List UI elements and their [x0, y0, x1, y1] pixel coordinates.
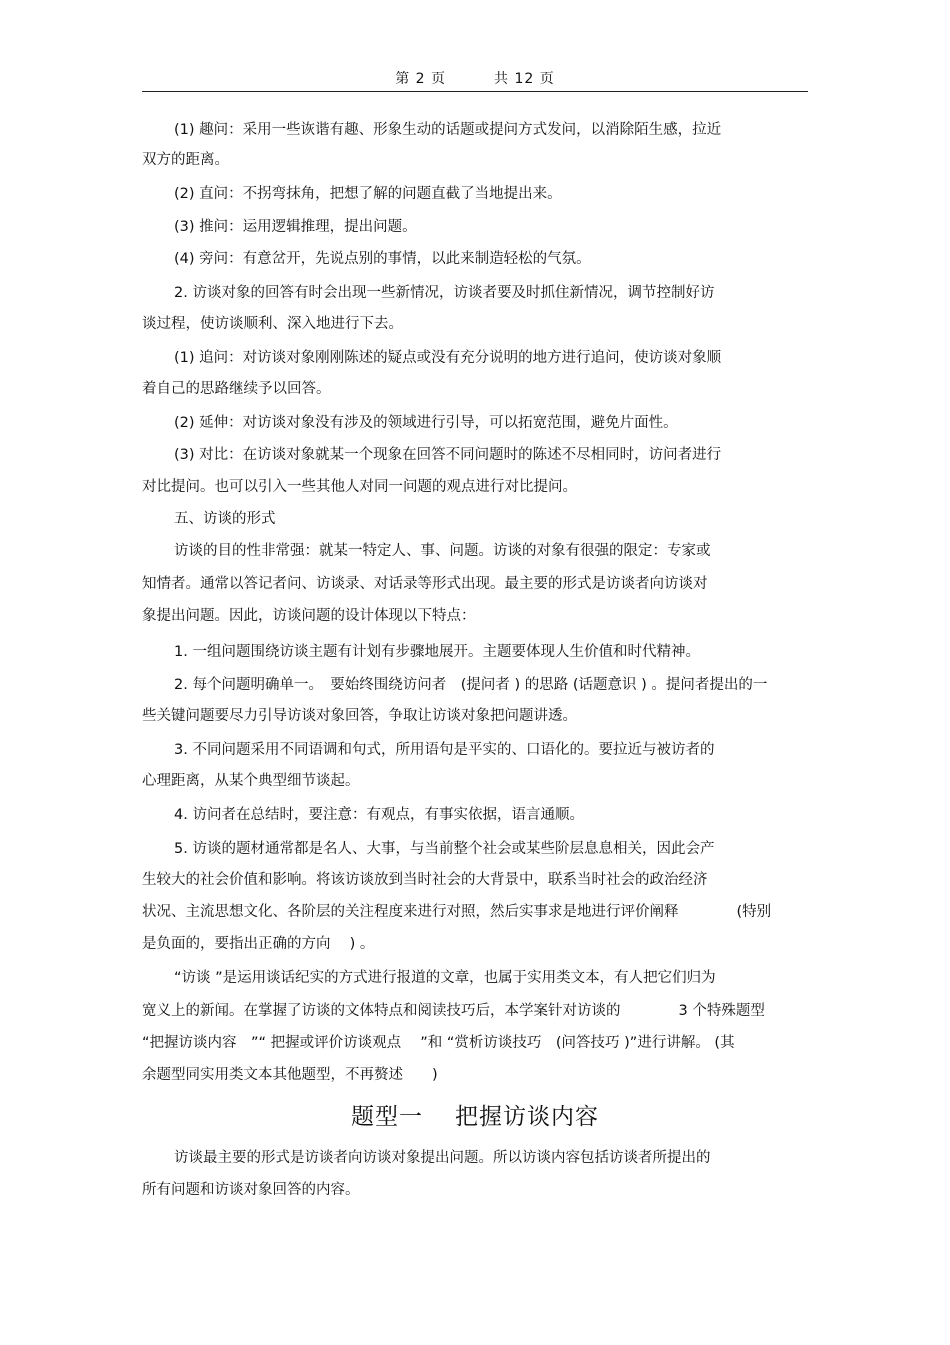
- text-line: (1) 追问：对访谈对象刚刚陈述的疑点或没有充分说明的地方进行追问，使访谈对象顺: [174, 350, 722, 366]
- text-line: (2) 直问：不拐弯抹角，把想了解的问题直截了当地提出来。: [174, 186, 562, 202]
- section-heading-title: 把握访谈内容: [455, 1104, 599, 1130]
- text-line: 余题型同实用类文本其他题型，不再赘述 ): [142, 1067, 438, 1083]
- header-rule: [142, 91, 808, 92]
- text-line: 访谈的目的性非常强：就某一特定人、事、问题。访谈的对象有很强的限定：专家或: [174, 543, 711, 559]
- text-line: “访谈 ”是运用谈话纪实的方式进行报道的文章，也属于实用类文本，有人把它们归为: [174, 970, 716, 986]
- text-line: 状况、主流思想文化、各阶层的关注程度来进行对照，然后实事求是地进行评价阐释 (特别: [142, 904, 772, 920]
- text-line: 对比提问。也可以引入一些其他人对同一问题的观点进行对比提问。: [142, 479, 577, 495]
- text-line: “把握访谈内容 ”“ 把握或评价访谈观点 ”和 “赏析访谈技巧 (问答技巧 )”进行讲解。 (其: [142, 1035, 735, 1051]
- text-line: (3) 推问：运用逻辑推理，提出问题。: [174, 219, 417, 235]
- section-subheading: 五、访谈的形式: [174, 511, 276, 527]
- text-line: 2. 每个问题明确单一。 要始终围绕访问者 (提问者 ) 的思路 (话题意识 ) 。提问者提出的一: [174, 677, 768, 693]
- text-line: 知情者。通常以答记者问、访谈录、对话录等形式出现。最主要的形式是访谈者向访谈对: [142, 576, 708, 592]
- text-line: (3) 对比：在访谈对象就某一个现象在回答不同问题时的陈述不尽相同时，访问者进行: [174, 447, 722, 463]
- text-line: 5. 访谈的题材通常都是名人、大事，与当前整个社会或某些阶层息息相关，因此会产: [174, 841, 715, 857]
- page-header: [0, 68, 950, 88]
- page-total: 共 12 页: [494, 71, 555, 87]
- text-line: 生较大的社会价值和影响。将该访谈放到当时社会的大背景中，联系当时社会的政治经济: [142, 872, 708, 888]
- text-line: 宽义上的新闻。在掌握了访谈的文体特点和阅读技巧后，本学案针对访谈的 3 个特殊题型: [142, 1003, 765, 1019]
- text-line: 着自己的思路继续予以回答。: [142, 381, 331, 397]
- text-line: (4) 旁问：有意岔开，先说点别的事情，以此来制造轻松的气氛。: [174, 251, 591, 267]
- text-line: (2) 延伸：对访谈对象没有涉及的领域进行引导，可以拓宽范围，避免片面性。: [174, 415, 678, 431]
- page-number: 第 2 页: [395, 71, 447, 87]
- section-heading-label: 题型一: [351, 1104, 423, 1130]
- section-heading: [0, 1098, 950, 1131]
- text-line: 心理距离，从某个典型细节谈起。: [142, 773, 360, 789]
- text-line: 是负面的，要指出正确的方向 ) 。: [142, 936, 375, 952]
- text-line: 访谈最主要的形式是访谈者向访谈对象提出问题。所以访谈内容包括访谈者所提出的: [174, 1150, 711, 1166]
- text-line: (1) 趣问：采用一些诙谐有趣、形象生动的话题或提问方式发问，以消除陌生感，拉近: [174, 122, 722, 138]
- text-line: 2. 访谈对象的回答有时会出现一些新情况，访谈者要及时抓住新情况，调节控制好访: [174, 285, 715, 301]
- text-line: 3. 不同问题采用不同语调和句式，所用语句是平实的、口语化的。要拉近与被访者的: [174, 742, 715, 758]
- text-line: 谈过程，使访谈顺利、深入地进行下去。: [142, 316, 403, 332]
- text-line: 1. 一组问题围绕访谈主题有计划有步骤地展开。主题要体现人生价值和时代精神。: [174, 644, 700, 660]
- text-line: 些关键问题要尽力引导访谈对象回答，争取让访谈对象把问题讲透。: [142, 708, 577, 724]
- text-line: 双方的距离。: [142, 152, 229, 168]
- text-line: 象提出问题。因此，访谈问题的设计体现以下特点：: [142, 608, 476, 624]
- text-line: 所有问题和访谈对象回答的内容。: [142, 1182, 360, 1198]
- text-line: 4. 访问者在总结时，要注意：有观点，有事实依据，语言通顺。: [174, 807, 584, 823]
